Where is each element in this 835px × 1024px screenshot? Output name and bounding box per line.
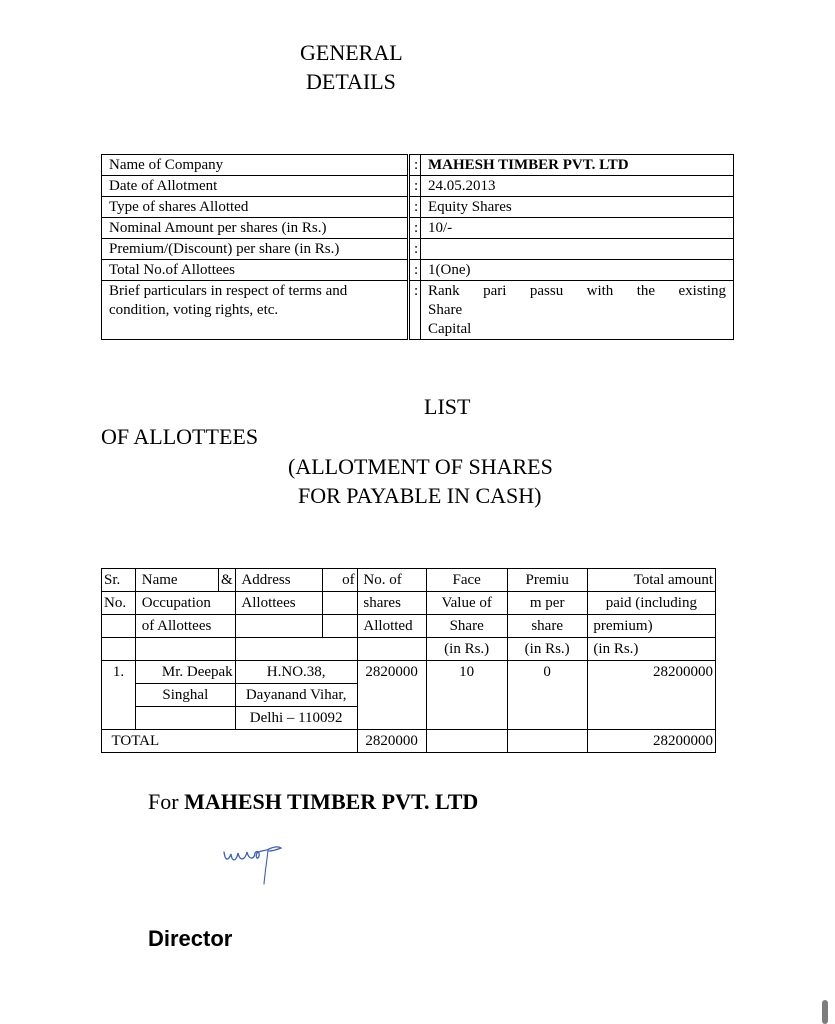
signature-icon — [218, 838, 288, 890]
header-shares: No. of — [357, 569, 426, 592]
colon: : — [409, 260, 421, 281]
header-name: Name — [136, 569, 219, 592]
header-face: Share — [426, 615, 507, 638]
cell-address: Delhi – 110092 — [235, 707, 357, 730]
colon: : — [409, 239, 421, 260]
total-row — [102, 730, 716, 753]
list-title-line-3: (ALLOTMENT OF SHARES — [288, 454, 553, 479]
header-row — [102, 638, 716, 661]
label-nominal-amount: Nominal Amount per shares (in Rs.) — [102, 218, 409, 239]
value-total-allottees: 1(One) — [421, 260, 734, 281]
colon: : — [409, 155, 421, 176]
header-row — [102, 592, 716, 615]
list-title-line-1: LIST — [424, 394, 471, 419]
value-brief-particulars — [421, 281, 734, 340]
label-premium-discount: Premium/(Discount) per share (in Rs.) — [102, 239, 409, 260]
table-row — [102, 239, 734, 260]
header-face: Face — [426, 569, 507, 592]
header-sr — [102, 615, 136, 638]
header-of — [322, 592, 357, 615]
table-row — [102, 661, 716, 684]
director-label: Director — [148, 926, 233, 951]
cell-address: H.NO.38, — [235, 661, 357, 684]
title-line-2: DETAILS — [306, 69, 396, 94]
cell-face: 10 — [426, 661, 507, 730]
cell-name: Mr. Deepak — [136, 661, 236, 684]
cell-total-premium — [507, 730, 587, 753]
header-total: (in Rs.) — [587, 638, 715, 661]
table-row — [102, 197, 734, 218]
header-premium: Premiu — [507, 569, 587, 592]
header-shares: Allotted — [357, 615, 426, 638]
header-address — [235, 615, 322, 638]
header-of: of — [322, 569, 357, 592]
label-type-of-shares: Type of shares Allotted — [102, 197, 409, 218]
header-premium: (in Rs.) — [507, 638, 587, 661]
table-row — [102, 281, 734, 340]
table-row — [102, 218, 734, 239]
list-title-line-4: FOR PAYABLE IN CASH) — [298, 483, 542, 508]
table-row — [102, 176, 734, 197]
label-brief-particulars: Brief particulars in respect of terms and condition, voting rights, etc. — [102, 281, 409, 340]
allottees-table — [101, 568, 716, 753]
header-face: (in Rs.) — [426, 638, 507, 661]
header-name: of Allottees — [136, 615, 236, 638]
header-sr: No. — [102, 592, 136, 615]
header-total: Total amount — [587, 569, 715, 592]
cell-total-face — [426, 730, 507, 753]
cell-shares: 2820000 — [357, 661, 426, 730]
header-amp: & — [219, 569, 236, 592]
cell-total-shares: 2820000 — [357, 730, 426, 753]
cell-total-label: TOTAL — [102, 730, 358, 753]
value-date-of-allotment: 24.05.2013 — [421, 176, 734, 197]
signature-scribble — [218, 838, 288, 895]
table-row — [102, 260, 734, 281]
value-name-of-company: MAHESH TIMBER PVT. LTD — [421, 155, 734, 176]
header-premium: share — [507, 615, 587, 638]
table-row — [102, 155, 734, 176]
header-address — [235, 638, 357, 661]
value-nominal-amount: 10/- — [421, 218, 734, 239]
colon: : — [409, 218, 421, 239]
header-shares: shares — [357, 592, 426, 615]
header-premium: m per — [507, 592, 587, 615]
cell-total-amount: 28200000 — [587, 730, 715, 753]
value-type-of-shares: Equity Shares — [421, 197, 734, 218]
header-of — [322, 615, 357, 638]
header-address: Allottees — [235, 592, 322, 615]
for-company-line — [148, 789, 478, 815]
cell-sr: 1. — [102, 661, 136, 730]
for-company-name: MAHESH TIMBER PVT. LTD — [184, 789, 479, 814]
value-line-2: Share — [428, 302, 463, 318]
header-row — [102, 615, 716, 638]
header-total: premium) — [587, 615, 715, 638]
scrollbar-thumb[interactable] — [822, 1000, 828, 1024]
header-sr: Sr. — [102, 569, 136, 592]
header-sr — [102, 638, 136, 661]
title-line-1: GENERAL — [300, 40, 403, 65]
colon: : — [409, 176, 421, 197]
colon: : — [409, 281, 421, 340]
cell-name — [136, 707, 236, 730]
header-shares — [357, 638, 426, 661]
label-name-of-company: Name of Company — [102, 155, 409, 176]
header-row — [102, 569, 716, 592]
value-line-1: Rank pari passu with the existing — [428, 283, 726, 299]
general-details-table — [101, 154, 734, 340]
label-date-of-allotment: Date of Allotment — [102, 176, 409, 197]
header-name: Occupation — [136, 592, 236, 615]
label-total-allottees: Total No.of Allottees — [102, 260, 409, 281]
value-line-3: Capital — [428, 321, 472, 337]
value-premium-discount — [421, 239, 734, 260]
colon: : — [409, 197, 421, 218]
header-face: Value of — [426, 592, 507, 615]
header-name — [136, 638, 236, 661]
cell-name: Singhal — [136, 684, 236, 707]
general-details-title — [300, 38, 403, 96]
header-address: Address — [235, 569, 322, 592]
cell-premium: 0 — [507, 661, 587, 730]
list-title-line-2: OF ALLOTTEES — [101, 424, 259, 449]
for-prefix: For — [148, 789, 179, 814]
cell-total: 28200000 — [587, 661, 715, 730]
header-total: paid (including — [587, 592, 715, 615]
cell-address: Dayanand Vihar, — [235, 684, 357, 707]
